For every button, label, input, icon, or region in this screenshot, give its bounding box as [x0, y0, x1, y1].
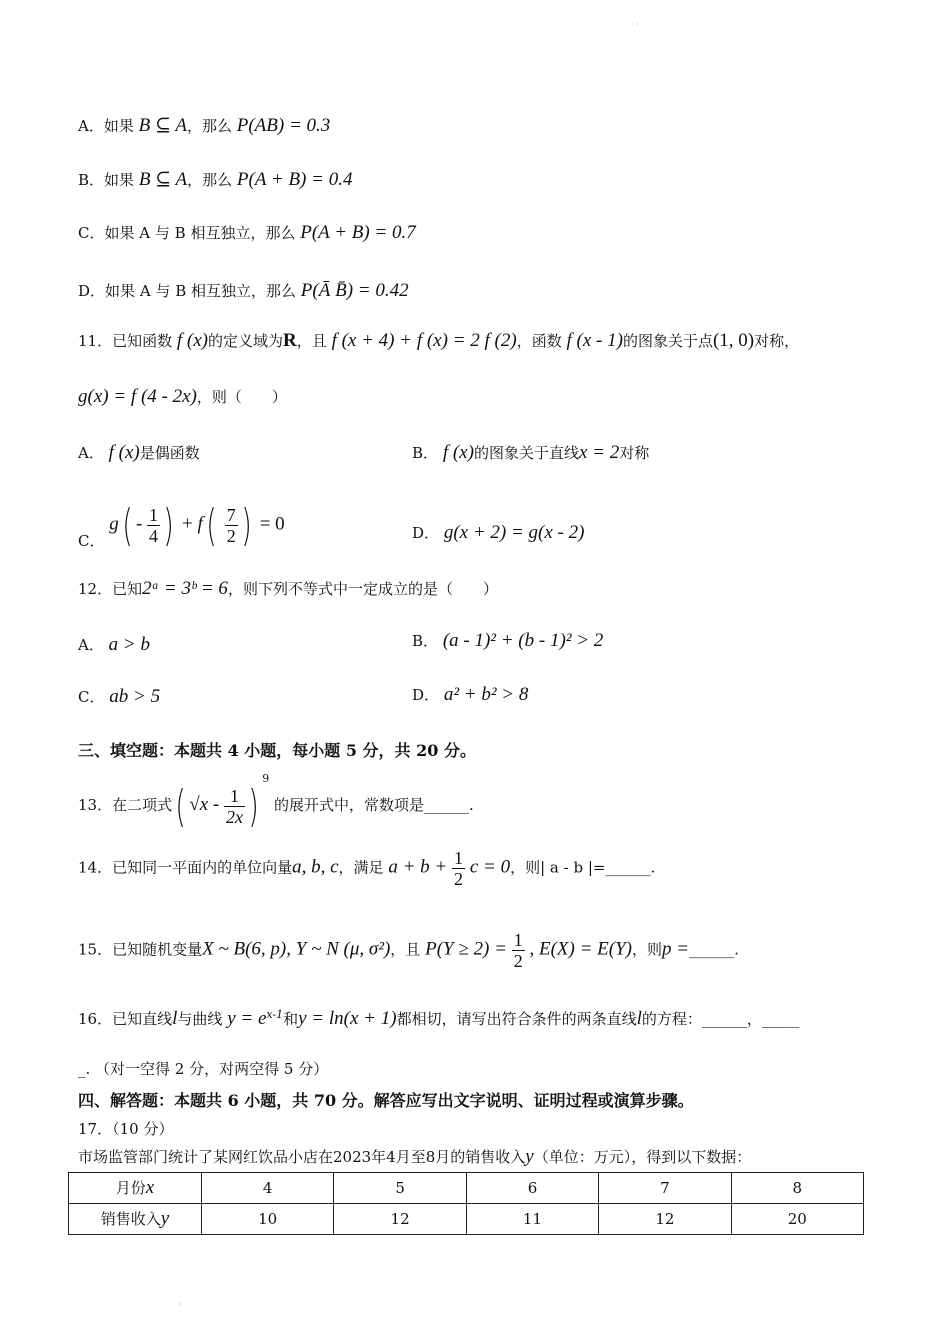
math-sqrt: √x -: [189, 794, 220, 815]
option-label: C．: [78, 688, 105, 706]
option-text-pre: 如果: [103, 117, 134, 135]
stem-text: 已知同一平面内的单位向量: [112, 858, 293, 877]
option-result: P(Ā B̄) = 0.42: [300, 280, 409, 301]
option-condition: A 与 B 相互独立: [139, 224, 251, 242]
option-text: 对称: [619, 444, 650, 462]
question-number: 13．: [78, 796, 113, 814]
q11-option-d: [412, 522, 584, 544]
stem-text: ，函数: [516, 332, 562, 350]
question-number: 11．: [78, 332, 113, 350]
row-label: 月份: [115, 1179, 146, 1197]
fraction: [452, 848, 465, 889]
option-text: 的图象关于直线: [473, 444, 579, 462]
table-cell: 7: [599, 1173, 731, 1204]
row-header: [69, 1173, 202, 1204]
math-exponent: x-1: [266, 1008, 284, 1021]
table-cell: 20: [731, 1204, 863, 1235]
section-4-heading: 四、解答题：本题共 6 小题，共 70 分。解答应写出文字说明、证明过程或演算步骤。: [78, 1091, 694, 1110]
numerator: 7: [226, 505, 236, 525]
math-condition: c = 0: [469, 856, 511, 878]
row-header: [69, 1204, 202, 1235]
q11-option-c: [78, 500, 285, 551]
q10-option-b: [78, 168, 352, 191]
option-math: a² + b² > 8: [443, 684, 529, 705]
denominator: 2: [513, 951, 523, 971]
option-result: P(AB) = 0.3: [236, 115, 331, 136]
fraction: [147, 505, 160, 546]
q10-option-d: [78, 280, 409, 302]
table-cell: 6: [466, 1173, 598, 1204]
table-cell: 11: [466, 1204, 598, 1235]
denominator: 2x: [226, 806, 244, 827]
math-equation: f (x + 4) + f (x) = 2 f (2): [331, 330, 517, 351]
question-number: 12．: [78, 580, 113, 598]
numerator: 1: [149, 505, 159, 525]
option-label: D．: [78, 282, 106, 300]
numerator: 1: [224, 786, 245, 807]
stem-text: （单位：万元），得到以下数据：: [533, 1148, 752, 1166]
option-label: A．: [78, 117, 104, 135]
stem-text: ，则: [632, 940, 663, 959]
option-math: f (x): [442, 442, 474, 463]
option-math: ab > 5: [109, 686, 161, 707]
stem-text: 的展开式中，常数项是______.: [273, 796, 474, 814]
q15: [78, 930, 739, 971]
option-text-pre: 如果: [104, 171, 135, 189]
math-curve-exp: y = e: [227, 1008, 267, 1029]
stem-text: 已知随机变量: [112, 940, 203, 959]
math-l: l: [636, 1008, 642, 1029]
option-text: 是偶函数: [139, 444, 200, 462]
option-label: B．: [78, 171, 105, 189]
option-math: (a - 1)² + (b - 1)² > 2: [442, 630, 604, 651]
stem-text: 已知: [112, 580, 143, 598]
table-cell: 12: [334, 1204, 466, 1235]
stem-text: ，则（ ）: [196, 388, 287, 406]
math-point: (1, 0): [712, 330, 755, 351]
q17-number: 17．（10 分）: [78, 1120, 174, 1138]
option-text-mid: ，那么: [250, 224, 296, 242]
stem-text: 已知函数: [112, 332, 173, 350]
table-cell: 5: [334, 1173, 466, 1204]
sales-table: [68, 1172, 864, 1235]
q11-stem-line2: [78, 386, 287, 408]
math-condition: a + b +: [388, 856, 448, 878]
q12-option-b: [412, 630, 603, 652]
table-cell: 12: [599, 1204, 731, 1235]
stem-text: 和: [283, 1010, 299, 1028]
row-label: 销售收入: [100, 1210, 161, 1228]
question-number: 16．: [78, 1010, 113, 1028]
option-result: P(A + B) = 0.4: [236, 169, 353, 190]
q10-option-a: [78, 114, 330, 137]
q10-option-c: [78, 222, 416, 244]
plus-sign: +: [182, 513, 193, 535]
option-condition: A 与 B 相互独立: [139, 282, 251, 300]
stem-text: 与曲线: [177, 1010, 223, 1028]
denominator: 2: [226, 526, 236, 546]
option-label: C．: [78, 224, 105, 242]
option-text-mid: ，那么: [251, 282, 297, 300]
option-label: A．: [78, 636, 104, 654]
option-text-mid: ，那么: [186, 117, 232, 135]
option-math-f: f: [197, 513, 203, 535]
numerator: 1: [513, 930, 523, 950]
fraction: [224, 786, 245, 827]
decorative-dot: ·: [636, 20, 639, 29]
q11-stem-line1: [78, 330, 799, 352]
option-label: D．: [412, 686, 440, 704]
question-number: 14．: [78, 858, 113, 877]
math-f-x: f (x): [176, 330, 209, 351]
stem-text: 的图象关于点: [622, 332, 713, 350]
option-label: B．: [412, 444, 439, 462]
right-paren: ): [248, 780, 259, 832]
stem-text: 市场监管部门统计了某网红饮品小店在2023年4月至8月的销售收入: [78, 1148, 526, 1166]
denominator: 2: [454, 869, 464, 889]
table-cell: 4: [202, 1173, 334, 1204]
table-row: [69, 1204, 864, 1235]
stem-text: 都相切，请写出符合条件的两条直线: [396, 1010, 637, 1028]
math-condition: , E(X) = E(Y): [529, 938, 632, 960]
stem-text: ，满足: [338, 858, 384, 877]
stem-text: 的定义域为: [208, 332, 284, 350]
right-paren: ): [163, 500, 174, 551]
q12-option-c: [78, 686, 160, 708]
row-var: y: [160, 1208, 170, 1229]
q16-line1: [78, 1008, 799, 1030]
option-label: A．: [78, 444, 104, 462]
q12-option-a: [78, 634, 150, 656]
numerator: 1: [454, 848, 464, 868]
decorative-dot: ·: [178, 1300, 181, 1309]
math-curve-ln: y = ln(x + 1): [298, 1008, 397, 1029]
option-condition: B ⊆ A: [138, 169, 188, 190]
q13: [78, 772, 474, 832]
option-condition: B ⊆ A: [138, 115, 187, 136]
fraction: [512, 930, 525, 971]
right-paren: ): [241, 500, 252, 551]
question-number: 15．: [78, 940, 113, 959]
math-f-x-minus-1: f (x - 1): [566, 330, 623, 351]
table-row: [69, 1173, 864, 1204]
stem-text: ，则下列不等式中一定成立的是（ ）: [227, 580, 498, 598]
option-math: a > b: [108, 634, 150, 655]
row-var: x: [145, 1177, 155, 1198]
q12-stem: [78, 578, 498, 600]
option-text-mid: ，那么: [187, 171, 233, 189]
math-y: y: [525, 1146, 534, 1167]
option-label: C．: [78, 532, 105, 550]
option-label: B．: [412, 632, 439, 650]
option-math: g(x + 2) = g(x - 2): [443, 522, 585, 543]
q17-intro: [78, 1146, 751, 1168]
exponent: 9: [262, 772, 270, 785]
option-result: P(A + B) = 0.7: [300, 222, 416, 243]
option-math: x = 2: [578, 442, 620, 463]
stem-text: ，则| a - b |=______.: [510, 858, 656, 877]
q11-option-b: [412, 442, 649, 464]
math-vectors: a, b, c: [292, 856, 339, 878]
math-equation: 2ᵃ = 3ᵇ = 6: [142, 578, 228, 599]
stem-text: 已知直线: [112, 1010, 173, 1028]
stem-text: 对称，: [754, 332, 800, 350]
stem-text: ，且: [296, 332, 327, 350]
math-R: R: [283, 330, 297, 351]
stem-text: ，且: [390, 940, 421, 959]
minus-sign: -: [135, 513, 143, 535]
option-text-pre: 如果: [104, 224, 135, 242]
fraction: [225, 505, 238, 546]
denominator: 4: [149, 526, 159, 546]
table-cell: 8: [731, 1173, 863, 1204]
left-paren: (: [175, 780, 186, 832]
section-3-heading: 三、填空题：本题共 4 小题，每小题 5 分，共 20 分。: [78, 741, 476, 760]
option-text-pre: 如果: [105, 282, 136, 300]
table-cell: 10: [202, 1204, 334, 1235]
q12-option-d: [412, 684, 528, 706]
option-math-eq: = 0: [259, 513, 285, 535]
q14: [78, 848, 655, 889]
answer-blank: ______.: [689, 940, 739, 959]
math-condition: P(Y ≥ 2) =: [425, 938, 507, 960]
option-math: f (x): [108, 442, 140, 463]
math-p: p =: [662, 938, 690, 960]
option-label: D．: [412, 524, 440, 542]
q16-line2: _. （对一空得 2 分，对两空得 5 分）: [78, 1060, 329, 1078]
math-g-definition: g(x) = f (4 - 2x): [78, 386, 197, 407]
math-l: l: [172, 1008, 178, 1029]
left-paren: (: [206, 500, 217, 551]
option-math-g: g: [109, 513, 119, 535]
left-paren: (: [122, 500, 133, 551]
stem-text: 的方程：______，_____: [641, 1010, 800, 1028]
stem-text: 在二项式: [112, 796, 173, 814]
math-distribution: X ~ B(6, p), Y ~ N (μ, σ²): [202, 938, 391, 960]
q11-option-a: [78, 442, 200, 464]
